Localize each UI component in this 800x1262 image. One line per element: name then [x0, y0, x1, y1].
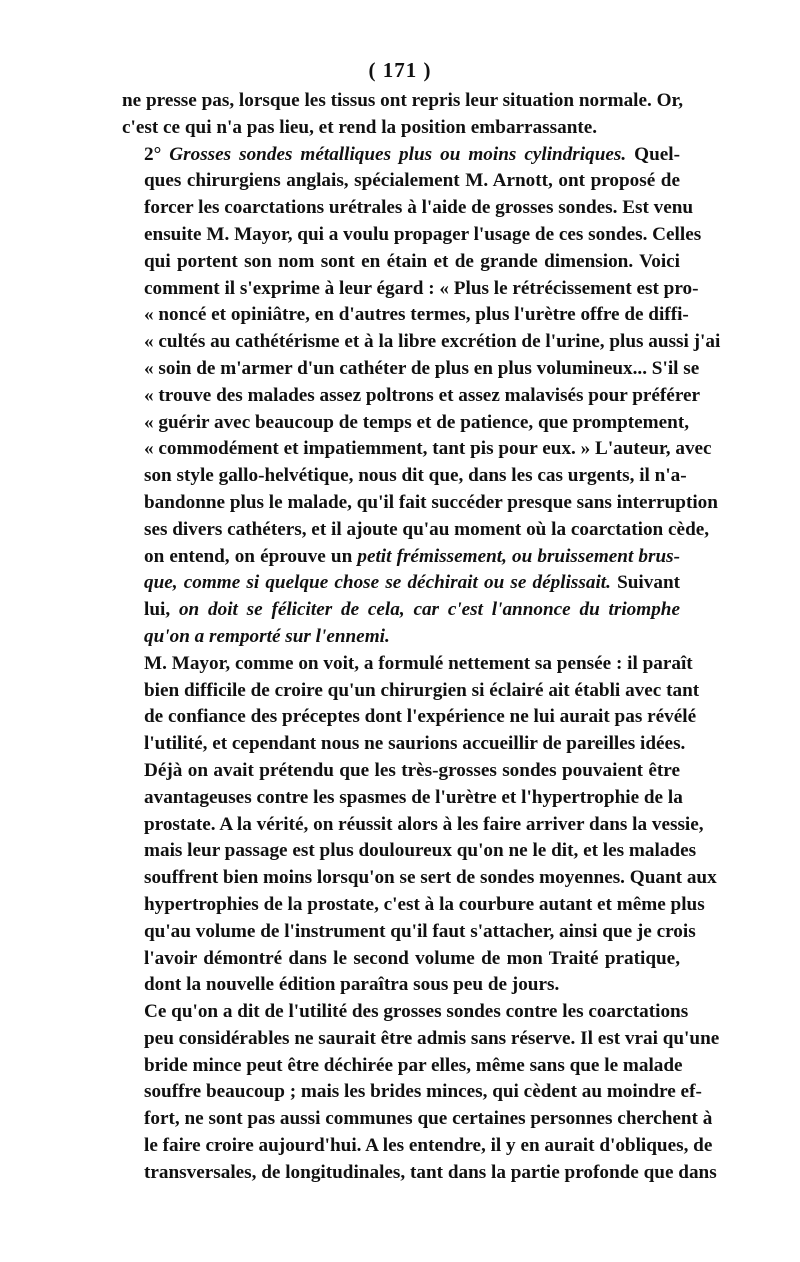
text-line: comment il s'exprime à leur égard : « Plus le rétrécissement est pro-	[144, 277, 699, 299]
text-line	[122, 624, 680, 651]
text-line: hypertrophies de la prostate, c'est à la courbure autant et même plus	[144, 893, 705, 915]
paragraph	[122, 758, 717, 999]
paragraph	[122, 651, 700, 758]
body-text	[122, 88, 721, 1187]
text-line: M. Mayor, comme on voit, a formulé nettement sa pensée : il paraît	[144, 652, 693, 674]
text-line: souffrent bien moins lorsqu'on se sert de sondes moyennes. Quant aux	[144, 867, 717, 889]
text-line: forcer les coarctations urétrales à l'aide de grosses sondes. Est venu	[144, 197, 694, 219]
paragraph	[122, 88, 684, 142]
page-number: ( 171 )	[368, 58, 432, 82]
italic-run: qu'on a remporté sur l'ennemi.	[144, 625, 390, 647]
text-line: qu'au volume de l'instrument qu'il faut s'attacher, ainsi que je crois	[144, 920, 696, 942]
text-line: bandonne plus le malade, qu'il fait succéder presque sans interruption	[144, 491, 718, 513]
text-line: de confiance des préceptes dont l'expérience ne lui aurait pas révélé	[144, 706, 697, 728]
text-line: prostate. A la vérité, on réussit alors à les faire arriver dans la vessie,	[144, 813, 704, 835]
text-run: 2°	[144, 143, 170, 165]
text-line: bien difficile de croire qu'un chirurgien si éclairé ait établi avec tant	[144, 679, 700, 701]
text-line	[122, 570, 680, 597]
text-line: Déjà on avait prétendu que les très-grosses sondes pouvaient être	[144, 759, 680, 781]
italic-run: que, comme si quelque chose se déchirait ou se déplissait.	[144, 572, 611, 594]
text-line: « cultés au cathétérisme et à la libre excrétion de l'urine, plus aussi j'ai	[144, 331, 721, 353]
text-line: souffre beaucoup ; mais les brides minces, qui cèdent au moindre ef-	[144, 1081, 702, 1103]
italic-run: Grosses sondes métalliques plus ou moins cylindriques.	[169, 143, 627, 165]
text-line: c'est ce qui n'a pas lieu, et rend la position embarrassante.	[122, 116, 598, 138]
paragraph	[122, 999, 720, 1187]
text-line: ensuite M. Mayor, qui a voulu propager l'usage de ces sondes. Celles	[144, 223, 702, 245]
text-line: dont la nouvelle édition paraîtra sous peu de jours.	[144, 974, 560, 996]
text-line: avantageuses contre les spasmes de l'urètre et l'hypertrophie de la	[144, 786, 683, 808]
text-line: l'utilité, et cependant nous ne saurions accueillir de pareilles idées.	[144, 733, 686, 755]
text-run: Suivant	[610, 572, 681, 594]
text-line: transversales, de longitudinales, tant dans la partie profonde que dans	[144, 1161, 717, 1183]
text-line: le faire croire aujourd'hui. A les entendre, il y en aurait d'obliques, de	[144, 1135, 713, 1157]
text-line: « soin de m'armer d'un cathéter de plus en plus volumineux... S'il se	[144, 357, 700, 379]
text-line: fort, ne sont pas aussi communes que certaines personnes cherchent à	[144, 1108, 713, 1130]
text-run: Quel-	[626, 143, 680, 165]
text-line: « trouve des malades assez poltrons et assez malavisés pour préférer	[144, 384, 701, 406]
text-line: « noncé et opiniâtre, en d'autres termes, plus l'urètre offre de diffi-	[144, 304, 689, 326]
text-line	[122, 142, 680, 169]
paragraph	[122, 142, 721, 651]
text-line: ne presse pas, lorsque les tissus ont repris leur situation normale. Or,	[122, 90, 684, 111]
text-line: mais leur passage est plus douloureux qu'on ne le dit, et les malades	[144, 840, 697, 862]
text-line: peu considérables ne saurait être admis sans réserve. Il est vrai qu'une	[144, 1027, 720, 1049]
text-line	[122, 597, 680, 624]
text-line	[122, 544, 680, 571]
italic-run: petit frémissement, ou bruissement brus-	[357, 545, 681, 567]
text-line: ses divers cathéters, et il ajoute qu'au moment où la coarctation cède,	[144, 518, 710, 540]
text-run: lui,	[144, 599, 179, 621]
text-line: l'avoir démontré dans le second volume de mon Traité pratique,	[144, 947, 680, 969]
text-line: Ce qu'on a dit de l'utilité des grosses sondes contre les coarctations	[144, 1001, 689, 1023]
text-line: son style gallo-helvétique, nous dit que, dans les cas urgents, il n'a-	[144, 465, 687, 487]
text-line: ques chirurgiens anglais, spécialement M. Arnott, ont proposé de	[144, 170, 680, 192]
text-line: « commodément et impatiemment, tant pis pour eux. » L'auteur, avec	[144, 438, 712, 460]
text-line: « guérir avec beaucoup de temps et de patience, que promptement,	[144, 411, 690, 433]
text-line: bride mince peut être déchirée par elles, même sans que le malade	[144, 1054, 683, 1076]
italic-run: on doit se féliciter de cela, car c'est l'annonce du triomphe	[178, 599, 680, 621]
text-run: on entend, on éprouve un	[144, 545, 358, 567]
text-line: qui portent son nom sont en étain et de grande dimension. Voici	[144, 250, 680, 272]
